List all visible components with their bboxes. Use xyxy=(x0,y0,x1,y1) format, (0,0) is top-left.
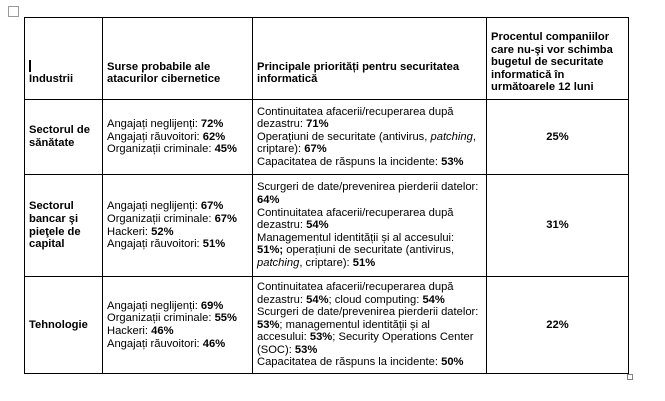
priority-line: Scurgeri de date/prevenirea pierderii datelor: 64% xyxy=(257,181,479,207)
priority-line: Managementul identității și al accesului: 51%; operațiuni de securitate (antivirus, patching, criptare): 51% xyxy=(257,231,455,269)
table-row xyxy=(25,277,629,374)
header-attack-sources: Surse probabile ale atacurilor cibernetice xyxy=(103,18,253,100)
table-header-row xyxy=(25,18,629,100)
priority-line: Scurgeri de date/prevenirea pierderii datelor: 53%; managementul identității și al accesului: 53%; Security Operations Center (SOC): 53% xyxy=(257,306,479,356)
priority-line: Capacitatea de răspuns la incidente: 53% xyxy=(257,155,464,168)
header-budget-percent: Procentul companiilor care nu-şi vor schimba bugetul de securitate informatică în următoarele 12 luni xyxy=(487,18,629,100)
priority-line: Operațiuni de securitate (antivirus, patching, criptare): 67% xyxy=(257,130,476,156)
priority-line: Continuitatea afacerii/recuperarea după dezastru: 54% xyxy=(257,206,454,232)
priorities-cell xyxy=(253,175,487,277)
industry-cell: Tehnologie xyxy=(25,277,103,374)
header-security-priorities: Principale priorități pentru securitatea informatică xyxy=(253,18,487,100)
sources-cell xyxy=(103,277,253,374)
priorities-cell xyxy=(253,277,487,374)
sources-cell xyxy=(103,175,253,277)
source-line: Organizații criminale: 55% xyxy=(107,312,237,325)
text-cursor xyxy=(29,60,31,72)
source-line: Angajați neglijenți: 67% xyxy=(107,200,224,213)
table-row xyxy=(25,100,629,175)
industry-cell: Sectorul bancar şi pieţele de capital xyxy=(25,175,103,277)
source-line: Angajați răuvoitori: 46% xyxy=(107,337,226,350)
source-line: Angajați răuvoitori: 62% xyxy=(107,130,226,143)
priority-line: Continuitatea afacerii/recuperarea după dezastru: 71% xyxy=(257,105,454,131)
percent-cell: 25% xyxy=(487,100,629,175)
source-line: Angajați răuvoitori: 51% xyxy=(107,238,226,251)
industry-security-table xyxy=(24,17,629,374)
table-resize-handle-icon[interactable] xyxy=(627,374,633,380)
source-line: Angajați neglijenți: 72% xyxy=(107,118,224,131)
percent-cell: 22% xyxy=(487,277,629,374)
source-line: Organizații criminale: 45% xyxy=(107,143,237,156)
sources-cell xyxy=(103,100,253,175)
source-line: Hackeri: 46% xyxy=(107,325,174,337)
header-industries xyxy=(25,18,103,100)
source-line: Hackeri: 52% xyxy=(107,225,174,238)
source-line: Angajați neglijenți: 69% xyxy=(107,299,224,312)
priority-line: Capacitatea de răspuns la incidente: 50% xyxy=(257,356,464,369)
priority-line: Continuitatea afacerii/recuperarea după dezastru: 54%; cloud computing: 54% xyxy=(257,280,454,306)
header-industries-label: Industrii xyxy=(29,73,74,86)
priorities-cell xyxy=(253,100,487,175)
table-row xyxy=(25,175,629,277)
industry-cell: Sectorul de sănătate xyxy=(25,100,103,175)
percent-cell: 31% xyxy=(487,175,629,277)
table-move-handle-icon[interactable] xyxy=(8,6,19,17)
source-line: Organizații criminale: 67% xyxy=(107,212,237,225)
